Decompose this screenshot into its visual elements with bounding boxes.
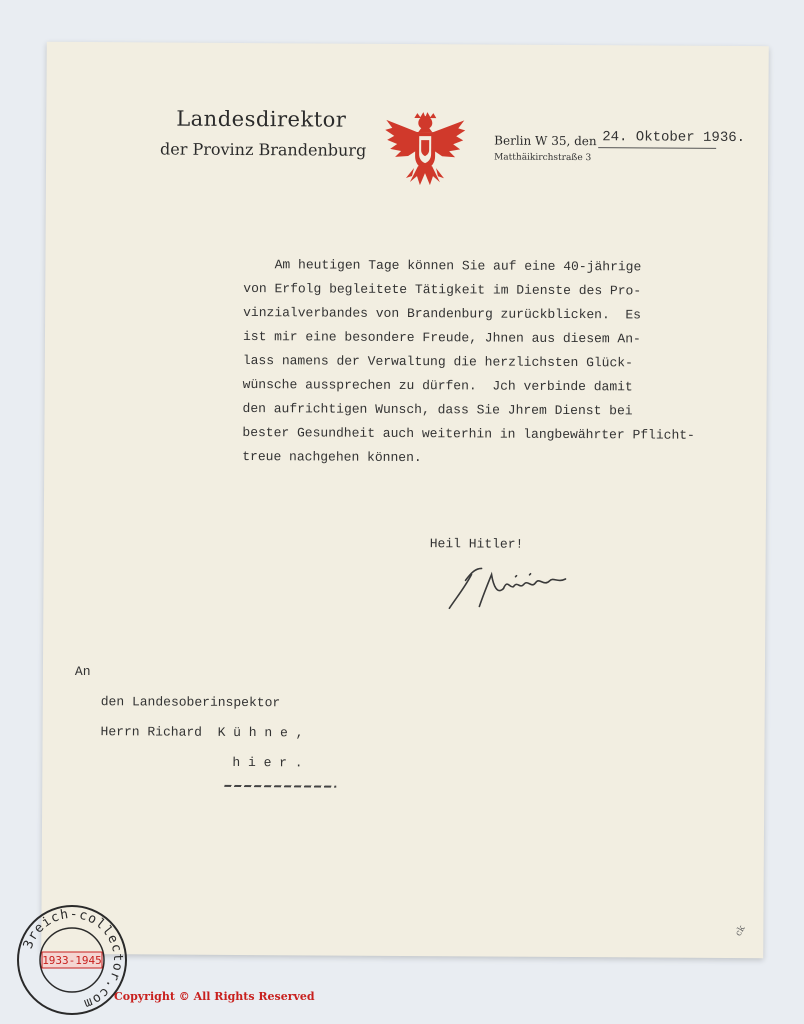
letterhead-city: Berlin W 35, den (494, 133, 597, 149)
letterhead-title: Landesdirektor (176, 106, 347, 132)
corner-pencil-mark: ck (733, 924, 748, 939)
date-line (598, 147, 716, 149)
body-line: Am heutigen Tage können Sie auf eine 40-jährige (243, 257, 642, 275)
dashed-underline (224, 785, 336, 788)
body-line: ist mir eine besondere Freude, Jhnen aus diesem An- (242, 329, 641, 347)
letter-sheet (41, 42, 769, 958)
body-line: bester Gesundheit auch weiterhin in langbewährter Pflicht- (242, 425, 695, 443)
address-to: An (74, 663, 91, 680)
letter-greeting: Heil Hitler! (429, 536, 524, 552)
letterhead-subtitle: der Provinz Brandenburg (159, 139, 367, 160)
handwritten-signature (445, 558, 575, 615)
body-line: den aufrichtigen Wunsch, dass Sie Jhrem Dienst bei (242, 401, 633, 419)
body-line: vinzialverbandes von Brandenburg zurückblicken. Es (243, 305, 642, 323)
body-line: von Erfolg begleitete Tätigkeit im Dienste des Pro- (243, 281, 642, 299)
body-line: lass namens der Verwaltung die herzlichsten Glück- (242, 353, 633, 371)
stamp-text: 3reich-collector.com (20, 906, 126, 1012)
letterhead-street: Matthäikirchstraße 3 (494, 152, 592, 164)
address-line-1: den Landesoberinspektor (100, 694, 281, 711)
copyright-notice: Copyright © All Rights Reserved (114, 990, 315, 1003)
body-line: wünsche aussprechen zu dürfen. Jch verbinde damit (242, 377, 633, 395)
address-line-2: Herrn Richard K ü h n e , (100, 724, 304, 741)
address-line-3: h i e r . (232, 754, 303, 771)
letter-date: 24. Oktober 1936. (602, 129, 746, 147)
brandenburg-eagle-icon (384, 110, 466, 188)
stamp-years: 1933-1945 (42, 954, 102, 967)
letter-body (242, 253, 783, 472)
body-line: treue nachgehen können. (242, 449, 422, 466)
